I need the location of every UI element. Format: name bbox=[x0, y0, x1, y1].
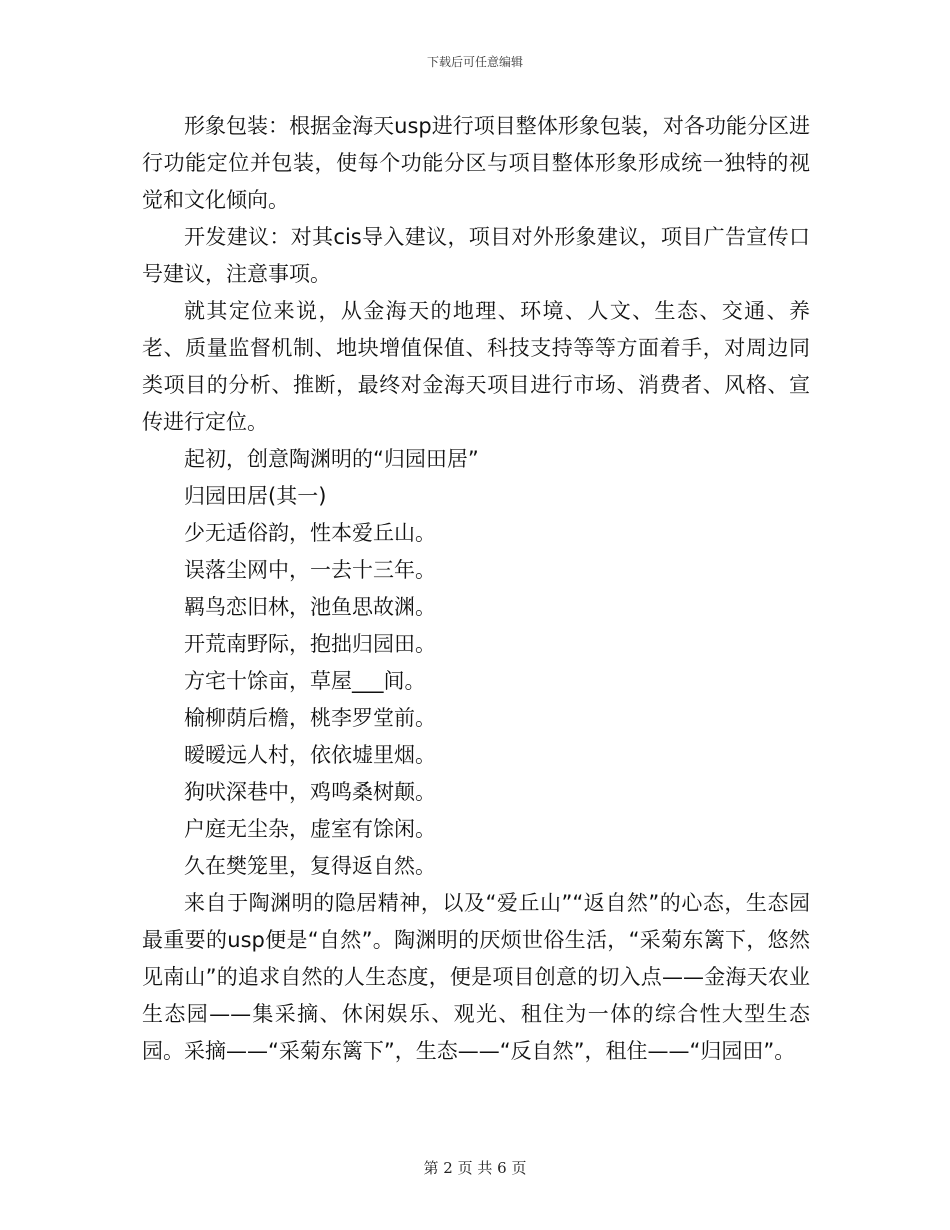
paragraph-image-packaging: 形象包装：根据金海天usp进行项目整体形象包装，对各功能分区进行功能定位并包装，使每个功能分区与项目整体形象形成统一独特的视觉和文化倾向。 bbox=[142, 114, 810, 212]
poem-line: 榆柳荫后檐，桃李罗堂前。 bbox=[184, 706, 436, 730]
poem-line: 少无适俗韵，性本爱丘山。 bbox=[184, 521, 436, 545]
poem-line: 久在樊笼里，复得返自然。 bbox=[184, 854, 436, 878]
poem-line: 户庭无尘杂，虚室有馀闲。 bbox=[184, 817, 436, 841]
poem-line: 误落尘网中，一去十三年。 bbox=[184, 558, 436, 582]
document-body bbox=[142, 108, 810, 1070]
page-header: 下载后可任意编辑 bbox=[426, 55, 523, 69]
poem-line: 暧暧远人村，依依墟里烟。 bbox=[184, 743, 436, 767]
poem-line: 狗吠深巷中，鸡鸣桑树颠。 bbox=[184, 780, 436, 804]
paragraph-closing: 来自于陶渊明的隐居精神，以及“爱丘山”“返自然”的心态，生态园最重要的usp便是“自然”。陶渊明的厌烦世俗生活，“采菊东篱下，悠然见南山”的追求自然的人生态度，便是项目创意的切入点——金海天农业生态园——集采摘、休闲娱乐、观光、租住为一体的综合性大型生态园。采摘——“采菊东篱下”，生态——“反自然”，租住——“归园田”。 bbox=[142, 891, 810, 1063]
paragraph-development-advice: 开发建议：对其cis导入建议，项目对外形象建议，项目广告宣传口号建议，注意事项。 bbox=[142, 225, 810, 286]
poem-title: 归园田居(其一) bbox=[184, 484, 327, 508]
poem-line: 开荒南野际，抱拙归园田。 bbox=[184, 632, 436, 656]
page-footer: 第 2 页 共 6 页 bbox=[423, 1159, 527, 1177]
poem-line: 羁鸟恋旧林，池鱼思故渊。 bbox=[184, 595, 436, 619]
paragraph-positioning: 就其定位来说，从金海天的地理、环境、人文、生态、交通、养老、质量监督机制、地块增值保值、科技支持等等方面着手，对周边同类项目的分析、推断，最终对金海天项目进行市场、消费者、风格、宣传进行定位。 bbox=[142, 299, 810, 434]
poem-line: 方宅十馀亩，草屋___间。 bbox=[184, 669, 426, 693]
intro-line: 起初，创意陶渊明的“归园田居” bbox=[184, 447, 479, 471]
